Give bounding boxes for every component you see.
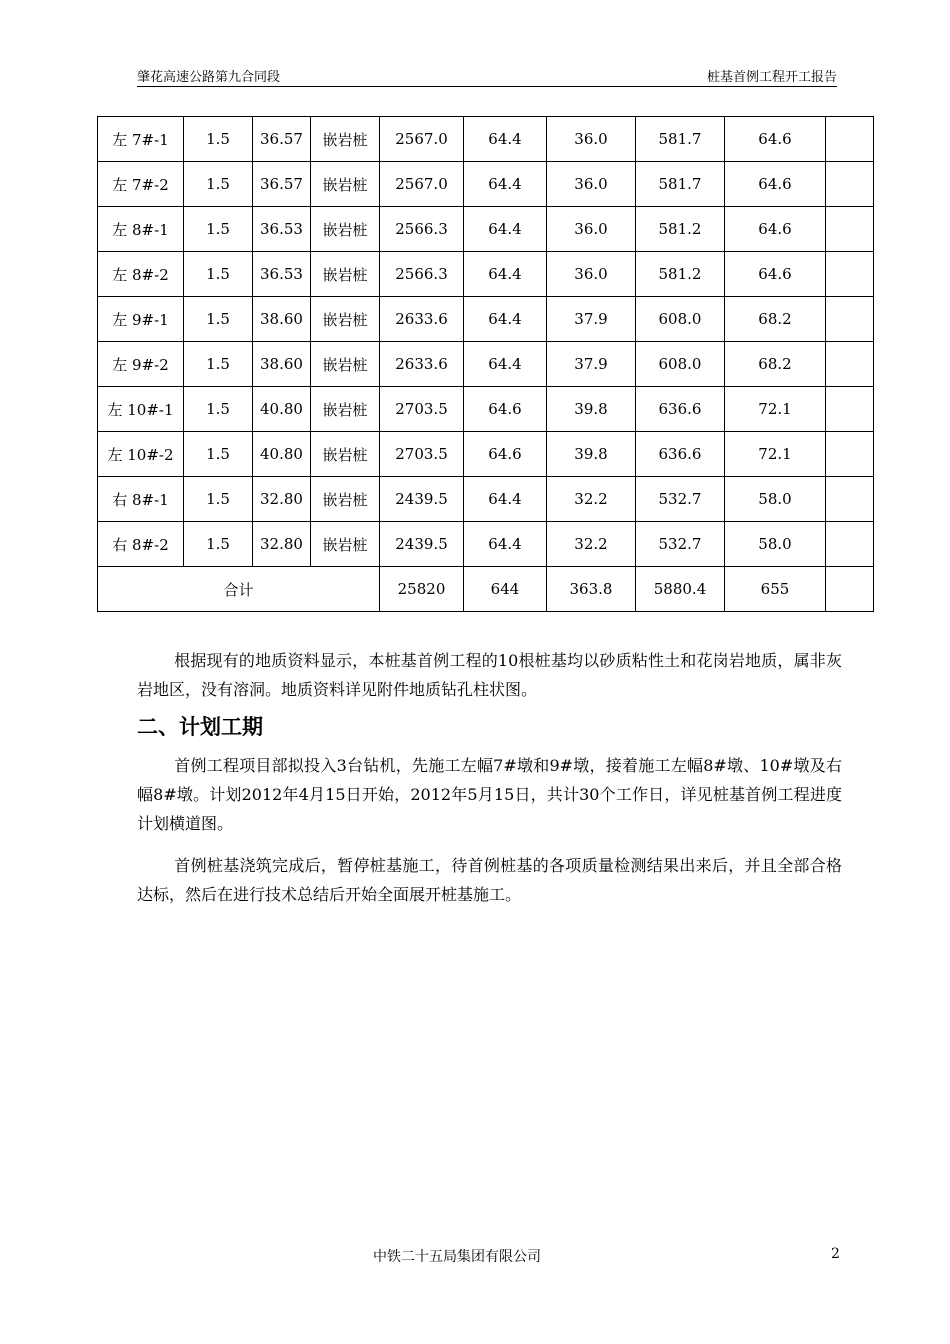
header-report-title: 桩基首例工程开工报告 <box>706 70 837 85</box>
table-cell: 64.6 <box>725 162 826 207</box>
table-cell: 64.4 <box>464 207 547 252</box>
geology-paragraph <box>137 646 842 704</box>
total-cell: 655 <box>725 567 826 612</box>
table-cell: 64.4 <box>464 342 547 387</box>
table-cell: 64.4 <box>464 252 547 297</box>
pile-id-cell: 左 9#-1 <box>98 297 184 342</box>
table-cell: 581.2 <box>636 207 725 252</box>
table-cell <box>826 477 874 522</box>
table-cell: 37.9 <box>547 297 636 342</box>
table-cell: 36.0 <box>547 252 636 297</box>
table-cell: 嵌岩桩 <box>311 522 380 567</box>
table-cell: 嵌岩桩 <box>311 252 380 297</box>
header-project-name: 肇花高速公路第九合同段 <box>137 70 281 85</box>
table-cell: 36.53 <box>253 252 311 297</box>
table-cell: 64.4 <box>464 477 547 522</box>
table-cell: 2566.3 <box>380 252 464 297</box>
table-row <box>98 162 874 207</box>
table-cell: 1.5 <box>184 207 253 252</box>
table-cell: 532.7 <box>636 522 725 567</box>
table-row <box>98 207 874 252</box>
table-row <box>98 432 874 477</box>
table-cell: 532.7 <box>636 477 725 522</box>
table-cell <box>826 117 874 162</box>
page-header <box>137 64 837 87</box>
table-cell: 嵌岩桩 <box>311 117 380 162</box>
geology-text: 根据现有的地质资料显示，本桩基首例工程的10根桩基均以砂质粘性土和花岗岩地质，属非灰岩地区，没有溶洞。地质资料详见附件地质钻孔柱状图。 <box>137 651 842 699</box>
table-cell: 嵌岩桩 <box>311 297 380 342</box>
table-cell: 2567.0 <box>380 162 464 207</box>
total-cell: 644 <box>464 567 547 612</box>
pile-id-cell: 左 7#-2 <box>98 162 184 207</box>
quality-text: 首例桩基浇筑完成后，暂停桩基施工，待首例桩基的各项质量检测结果出来后，并且全部合格达标，然后在进行技术总结后开始全面展开桩基施工。 <box>137 856 842 904</box>
table-cell: 608.0 <box>636 342 725 387</box>
table-row <box>98 252 874 297</box>
table-cell: 1.5 <box>184 162 253 207</box>
table-cell: 2703.5 <box>380 387 464 432</box>
table-cell: 嵌岩桩 <box>311 387 380 432</box>
table-cell: 68.2 <box>725 297 826 342</box>
table-cell: 嵌岩桩 <box>311 432 380 477</box>
total-cell <box>826 567 874 612</box>
table-cell <box>826 297 874 342</box>
table-row <box>98 477 874 522</box>
pile-id-cell: 左 9#-2 <box>98 342 184 387</box>
table-cell: 嵌岩桩 <box>311 207 380 252</box>
table-cell: 36.0 <box>547 162 636 207</box>
table-cell: 1.5 <box>184 477 253 522</box>
table-cell: 72.1 <box>725 432 826 477</box>
table-total-row <box>98 567 874 612</box>
table-cell: 1.5 <box>184 117 253 162</box>
table-cell: 40.80 <box>253 432 311 477</box>
table-cell: 2633.6 <box>380 297 464 342</box>
table-cell: 36.0 <box>547 207 636 252</box>
table-cell: 36.57 <box>253 117 311 162</box>
table-cell: 32.80 <box>253 522 311 567</box>
table-cell: 72.1 <box>725 387 826 432</box>
pile-id-cell: 左 8#-1 <box>98 207 184 252</box>
table-cell: 2439.5 <box>380 522 464 567</box>
table-cell: 40.80 <box>253 387 311 432</box>
table-cell: 1.5 <box>184 252 253 297</box>
table-cell: 2566.3 <box>380 207 464 252</box>
table-cell: 58.0 <box>725 477 826 522</box>
table-cell: 1.5 <box>184 297 253 342</box>
table-cell: 36.57 <box>253 162 311 207</box>
section-heading-schedule: 二、计划工期 <box>137 715 263 739</box>
table-cell: 36.53 <box>253 207 311 252</box>
table-cell: 581.2 <box>636 252 725 297</box>
table-cell: 37.9 <box>547 342 636 387</box>
table-cell: 636.6 <box>636 432 725 477</box>
table-row <box>98 117 874 162</box>
table-cell: 64.6 <box>464 432 547 477</box>
table-cell <box>826 207 874 252</box>
table-cell: 64.6 <box>725 117 826 162</box>
table-cell: 39.8 <box>547 432 636 477</box>
table-cell: 64.6 <box>725 252 826 297</box>
table-cell: 68.2 <box>725 342 826 387</box>
table-row <box>98 342 874 387</box>
table-cell: 64.4 <box>464 162 547 207</box>
table-cell: 1.5 <box>184 522 253 567</box>
table-cell: 嵌岩桩 <box>311 477 380 522</box>
table-cell: 32.2 <box>547 522 636 567</box>
table-row <box>98 297 874 342</box>
footer-company: 中铁二十五局集团有限公司 <box>373 1249 541 1265</box>
table-cell <box>826 342 874 387</box>
table-cell: 581.7 <box>636 162 725 207</box>
table-cell: 2703.5 <box>380 432 464 477</box>
table-body <box>98 117 874 567</box>
table-cell <box>826 522 874 567</box>
table-cell: 64.4 <box>464 297 547 342</box>
total-cell: 5880.4 <box>636 567 725 612</box>
table-cell: 32.2 <box>547 477 636 522</box>
table-cell: 64.4 <box>464 117 547 162</box>
table-cell: 608.0 <box>636 297 725 342</box>
pile-id-cell: 左 8#-2 <box>98 252 184 297</box>
table-cell: 2439.5 <box>380 477 464 522</box>
table-cell: 嵌岩桩 <box>311 162 380 207</box>
table-row <box>98 522 874 567</box>
schedule-paragraph <box>137 751 842 838</box>
pile-id-cell: 右 8#-1 <box>98 477 184 522</box>
total-label: 合计 <box>98 567 380 612</box>
table-cell: 636.6 <box>636 387 725 432</box>
table-cell: 2633.6 <box>380 342 464 387</box>
schedule-text: 首例工程项目部拟投入3台钻机，先施工左幅7#墩和9#墩，接着施工左幅8#墩、10#墩及右幅8#墩。计划2012年4月15日开始，2012年5月15日，共计30个工作日，详见桩基首例工程进度计划横道图。 <box>137 756 842 833</box>
quality-paragraph <box>137 851 842 909</box>
pile-quantity-table <box>97 116 874 612</box>
table-cell: 58.0 <box>725 522 826 567</box>
pile-id-cell: 左 7#-1 <box>98 117 184 162</box>
total-cell: 25820 <box>380 567 464 612</box>
table-cell: 64.4 <box>464 522 547 567</box>
table-cell: 38.60 <box>253 342 311 387</box>
table-cell <box>826 387 874 432</box>
table-cell: 嵌岩桩 <box>311 342 380 387</box>
table-cell: 64.6 <box>464 387 547 432</box>
table-cell: 1.5 <box>184 387 253 432</box>
pile-id-cell: 左 10#-1 <box>98 387 184 432</box>
table-row <box>98 387 874 432</box>
footer-page-number: 2 <box>831 1246 840 1262</box>
table-cell: 2567.0 <box>380 117 464 162</box>
pile-id-cell: 右 8#-2 <box>98 522 184 567</box>
table-cell <box>826 162 874 207</box>
table-cell: 38.60 <box>253 297 311 342</box>
table-cell: 1.5 <box>184 432 253 477</box>
table-cell: 36.0 <box>547 117 636 162</box>
table-cell: 64.6 <box>725 207 826 252</box>
table-cell <box>826 432 874 477</box>
pile-id-cell: 左 10#-2 <box>98 432 184 477</box>
table-cell: 581.7 <box>636 117 725 162</box>
table-cell: 39.8 <box>547 387 636 432</box>
table-cell <box>826 252 874 297</box>
total-cell: 363.8 <box>547 567 636 612</box>
table-cell: 32.80 <box>253 477 311 522</box>
table-cell: 1.5 <box>184 342 253 387</box>
